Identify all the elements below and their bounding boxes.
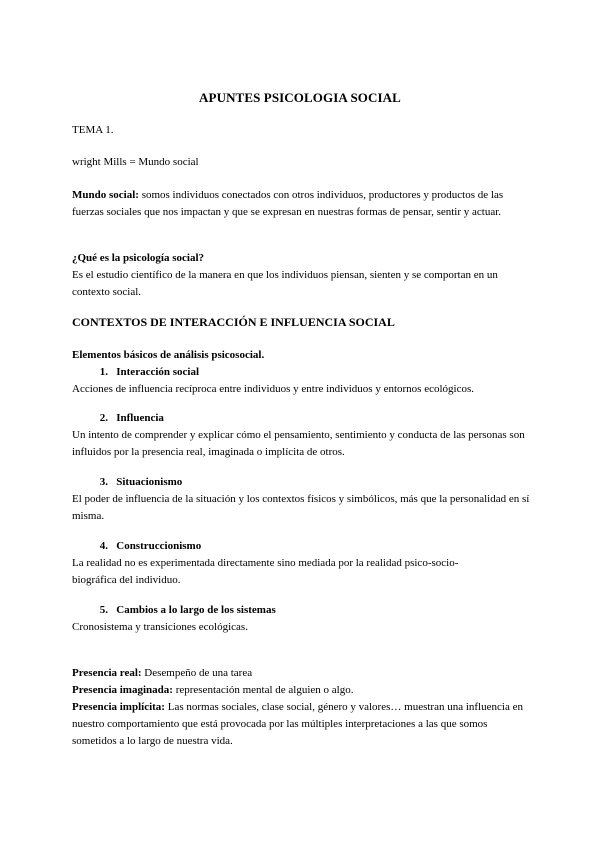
question-block — [72, 250, 532, 301]
list-item-number: 5. — [99, 604, 108, 616]
reference-text: wright Mills = Mundo social — [72, 156, 199, 168]
tema-label: TEMA 1. — [72, 124, 114, 136]
elements-block — [72, 347, 532, 398]
list-item-text: La realidad no es experimentada directamente sino mediada por la realidad psico-socio-biográfica del individuo. — [72, 557, 459, 586]
list-item-number: 4. — [99, 540, 108, 552]
section-heading: CONTEXTOS DE INTERACCIÓN E INFLUENCIA SOCIAL — [72, 315, 395, 329]
list-item-text: El poder de influencia de la situación y los contextos físicos y simbólicos, más que la personalidad en sí misma. — [72, 493, 530, 522]
list-item-title — [72, 474, 532, 491]
presence-real-text: Desempeño de una tarea — [141, 667, 253, 679]
presence-imagined-label: Presencia imaginada: — [72, 684, 173, 696]
list-item — [72, 602, 532, 636]
reference-line — [72, 154, 532, 171]
question-heading: ¿Qué es la psicología social? — [72, 252, 204, 264]
list-item-number: 2. — [99, 412, 108, 424]
presence-imagined — [72, 682, 532, 699]
list-item-label: Construccionismo — [116, 540, 202, 552]
list-item-label: Cambios a lo largo de los sistemas — [116, 604, 276, 616]
section-heading-block — [72, 314, 532, 331]
presence-implicit-label: Presencia implícita: — [72, 701, 165, 713]
list-item — [72, 538, 532, 589]
presence-block — [72, 665, 532, 750]
list-item-text: Un intento de comprender y explicar cómo el pensamiento, sentimiento y conducta de las personas son influidos por la presencia real, imaginada o implícita de otros. — [72, 429, 525, 458]
list-item-text: Cronosistema y transiciones ecológicas. — [72, 621, 248, 633]
list-item-label: Influencia — [116, 412, 164, 424]
presence-imagined-text: representación mental de alguien o algo. — [172, 684, 354, 696]
list-item-title — [72, 602, 532, 619]
list-item-number: 3. — [99, 476, 108, 488]
list-item-title — [72, 410, 532, 427]
list-item-label: Situacionismo — [116, 476, 183, 488]
question-answer: Es el estudio científico de la manera en que los individuos piensan, sienten y se comportan en un contexto social. — [72, 269, 498, 298]
list-item — [72, 410, 532, 461]
list-item-label: Interacción social — [116, 366, 200, 378]
elements-heading: Elementos básicos de análisis psicosocial. — [72, 349, 265, 361]
list-item-title — [72, 538, 532, 555]
list-item — [72, 474, 532, 525]
tema-heading — [72, 122, 532, 139]
list-item-title — [72, 364, 532, 381]
list-item-text: Acciones de influencia recíproca entre individuos y entre individuos y entornos ecológicos. — [72, 383, 474, 395]
mundo-social-paragraph — [72, 187, 532, 221]
presence-implicit — [72, 699, 532, 750]
mundo-social-label: Mundo social: — [72, 189, 139, 201]
presence-real — [72, 665, 532, 682]
presence-implicit-text: Las normas sociales, clase social, género y valores… muestran una influencia en nuestro comportamiento que está provocada por las múltiples interpretaciones a las que somos sometidos a lo largo de nuestra vida. — [72, 701, 523, 747]
document-title: APUNTES PSICOLOGIA SOCIAL — [199, 90, 401, 105]
mundo-social-text: somos individuos conectados con otros individuos, productores y productos de las fuerzas sociales que nos impactan y que se expresan en nuestras formas de pensar, sentir y actuar. — [72, 189, 504, 218]
list-item-number: 1. — [99, 366, 108, 378]
presence-real-label: Presencia real: — [72, 667, 142, 679]
